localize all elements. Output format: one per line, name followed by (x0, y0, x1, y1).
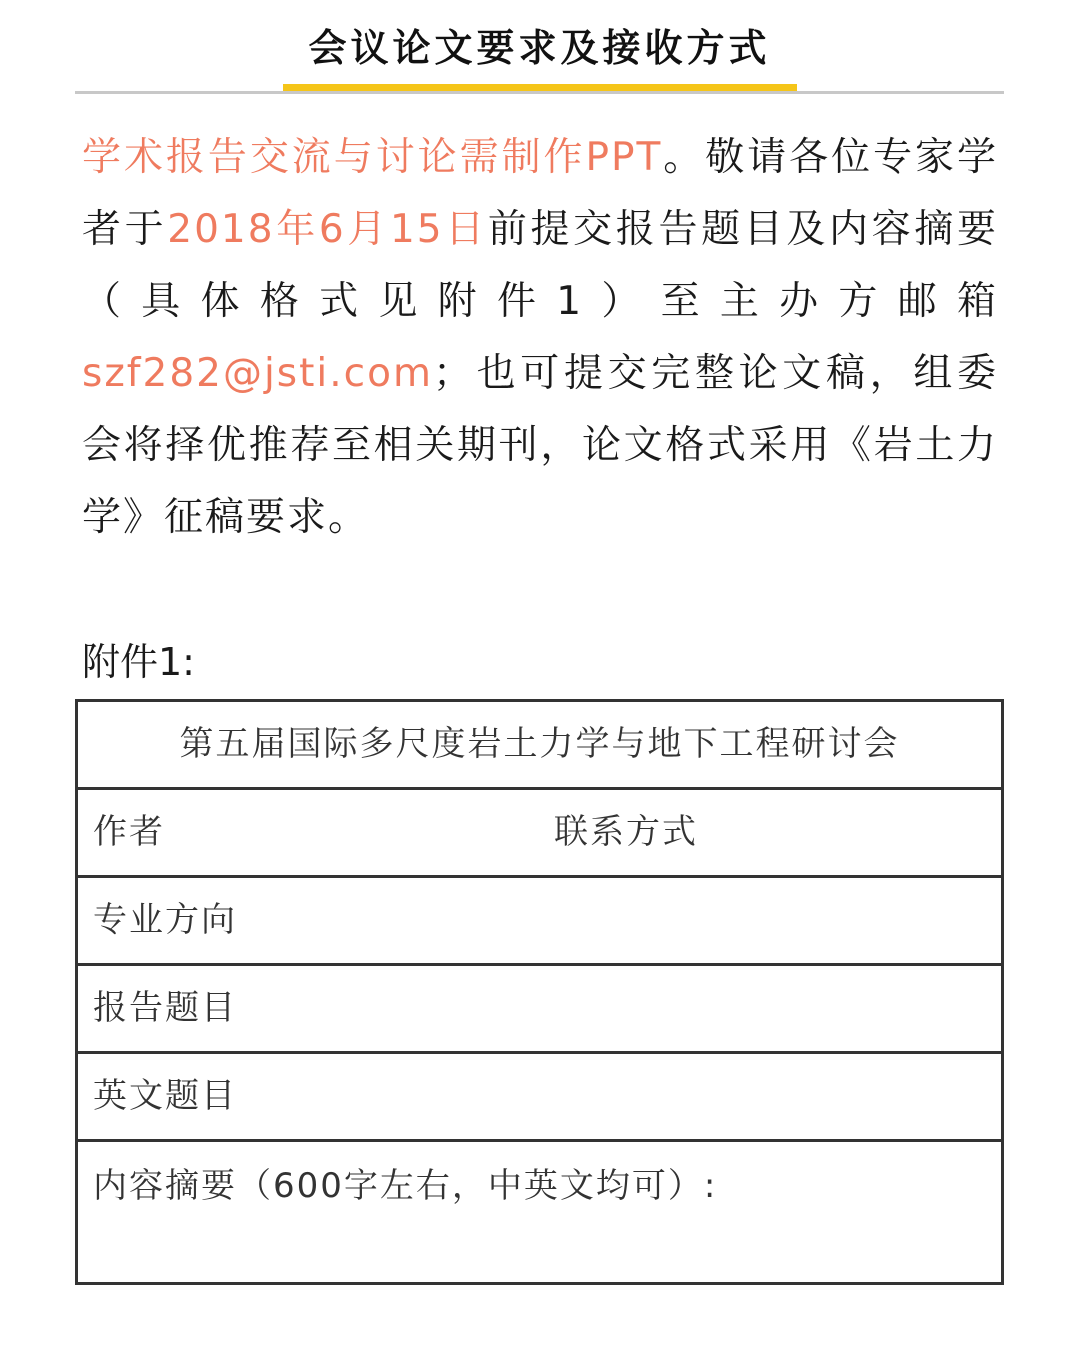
paragraph-text: 。敬请各位专家学者于 (82, 135, 998, 252)
submission-email-link[interactable]: szf282@jsti.com (82, 351, 433, 396)
major-label: 专业方向 (93, 900, 237, 940)
ppt-requirement-highlight: 学术报告交流与讨论需制作PPT (82, 135, 663, 180)
major-row (78, 878, 1001, 966)
report-title-row (78, 966, 1001, 1054)
form-title: 第五届国际多尺度岩土力学与地下工程研讨会 (179, 724, 900, 764)
english-title-label: 英文题目 (93, 1076, 237, 1116)
header-divider (75, 91, 1004, 94)
form-title-row (78, 702, 1001, 790)
abstract-row (78, 1142, 1001, 1282)
requirements-paragraph (82, 122, 998, 554)
english-title-row (78, 1054, 1001, 1142)
report-title-label: 报告题目 (93, 988, 237, 1028)
contact-label: 联系方式 (554, 812, 698, 852)
submission-form-table (75, 699, 1004, 1285)
attachment-label: 附件1: (82, 640, 195, 684)
abstract-label: 内容摘要（600字左右，中英文均可）: (93, 1166, 718, 1206)
deadline-date: 2018年6月15日 (167, 207, 488, 252)
paragraph-text: ；也可提交完整论文稿，组委会将择优推荐至相关期刊，论文格式采用《岩土力学》征稿要求。 (82, 351, 998, 540)
paragraph-text: 前提交报告题目及内容摘要（具体格式见附件1）至主办方邮箱 (82, 207, 998, 324)
page-title: 会议论文要求及接收方式 (308, 26, 771, 70)
header (75, 0, 1004, 94)
title-underline (283, 84, 797, 91)
author-row (78, 790, 1001, 878)
author-label: 作者 (93, 812, 165, 852)
